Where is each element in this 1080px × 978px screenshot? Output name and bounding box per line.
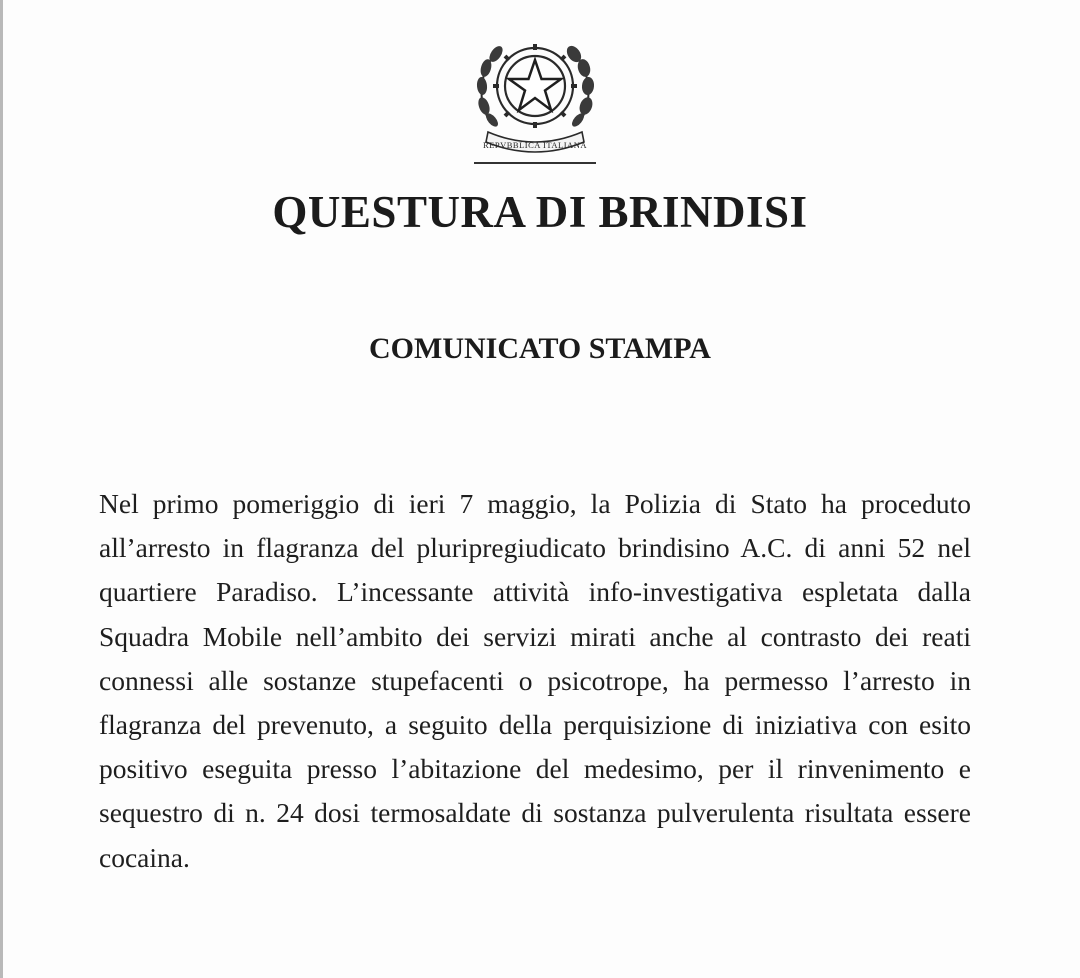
page-title: QUESTURA DI BRINDISI	[272, 187, 808, 237]
page-edge	[0, 0, 3, 978]
emblem-underline	[474, 162, 596, 164]
press-release-body: Nel primo pomeriggio di ieri 7 maggio, la Polizia di Stato ha proceduto all’arresto in flagranza del pluripregiudicato brindisino A.C. di anni 52 nel quartiere Paradiso. L’incessante attività info-investigativa espletata dalla Squadra Mobile nell’ambito dei servizi mirati anche al contrasto dei reati connessi alle sostanze stupefacenti o psicotrope, ha permesso l’arresto in flagranza del prevenuto, a seguito della perquisizione di iniziativa con esito positivo eseguita presso l’abitazione del medesimo, per il rinvenimento e sequestro di n. 24 dosi termosaldate di sostanza pulverulenta risultata essere cocaina.	[99, 488, 971, 873]
emblem-ribbon-text: REPVBBLICA ITALIANA	[483, 140, 587, 150]
republic-emblem-icon	[470, 24, 600, 164]
document-subtitle: COMUNICATO STAMPA	[369, 332, 711, 365]
